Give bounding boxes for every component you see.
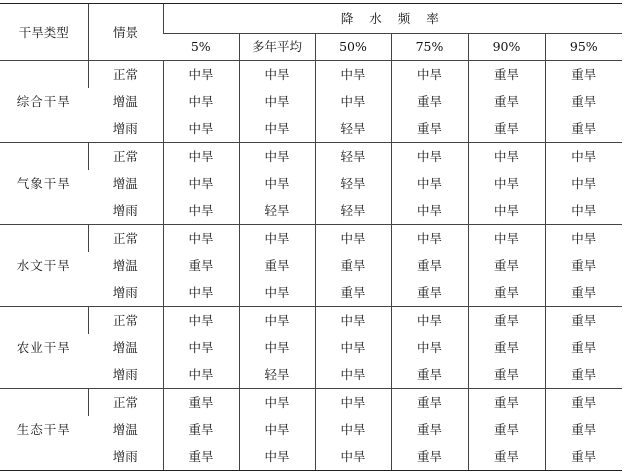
- drought-grade-cell: 中旱: [315, 361, 391, 389]
- drought-grade-cell: 重旱: [391, 443, 468, 471]
- header-scenario: 情景: [88, 4, 163, 61]
- drought-grade-cell: 重旱: [391, 115, 468, 143]
- drought-grade-cell: 中旱: [239, 225, 315, 253]
- drought-grade-cell: 中旱: [239, 416, 315, 443]
- table-row: [0, 416, 622, 443]
- drought-grade-cell: 中旱: [239, 334, 315, 361]
- drought-grade-cell: 重旱: [545, 334, 622, 361]
- drought-grade-cell: 重旱: [545, 307, 622, 335]
- drought-grade-cell: 重旱: [163, 443, 239, 471]
- scenario-cell: 增温: [112, 422, 138, 437]
- table-body: [0, 61, 622, 471]
- scenario-cell: 正常: [88, 307, 163, 335]
- drought-grade-cell: 中旱: [391, 307, 468, 335]
- scenario-cell: 增雨: [112, 121, 138, 136]
- drought-grade-cell: 重旱: [545, 416, 622, 443]
- drought-grade-cell: 中旱: [239, 170, 315, 197]
- drought-grade-cell: 重旱: [391, 252, 468, 279]
- table-row: [0, 115, 622, 143]
- scenario-cell: 增雨: [112, 367, 138, 382]
- header-row-1: [0, 4, 622, 34]
- drought-grade-cell: 中旱: [239, 88, 315, 115]
- drought-grade-cell: 中旱: [163, 225, 239, 253]
- drought-grade-cell: 中旱: [239, 307, 315, 335]
- scenario-cell: 增温: [112, 176, 138, 191]
- drought-grade-cell: 重旱: [468, 389, 545, 417]
- drought-grade-cell: 重旱: [391, 88, 468, 115]
- drought-grade-cell: 中旱: [239, 279, 315, 307]
- drought-type-cell: 生态干旱: [0, 389, 88, 471]
- drought-grade-cell: 重旱: [391, 416, 468, 443]
- drought-grade-cell: 重旱: [545, 361, 622, 389]
- drought-grade-cell: 重旱: [545, 279, 622, 307]
- scenario-cell: 增温: [112, 258, 138, 273]
- header-drought-type: 干旱类型: [0, 4, 88, 61]
- drought-grade-cell: 重旱: [545, 443, 622, 471]
- drought-grade-cell: 重旱: [468, 88, 545, 115]
- drought-grade-cell: 重旱: [468, 443, 545, 471]
- drought-grade-cell: 重旱: [163, 389, 239, 417]
- drought-grade-cell: 重旱: [163, 416, 239, 443]
- drought-grade-cell: 中旱: [391, 225, 468, 253]
- drought-grade-cell: 重旱: [545, 389, 622, 417]
- drought-grade-cell: 重旱: [239, 252, 315, 279]
- drought-grade-cell: 重旱: [468, 61, 545, 89]
- drought-grade-cell: 中旱: [239, 61, 315, 89]
- drought-grade-cell: 中旱: [239, 443, 315, 471]
- header-frequency: 5%: [163, 34, 239, 61]
- drought-grade-cell: 重旱: [315, 279, 391, 307]
- drought-grade-cell: 重旱: [468, 334, 545, 361]
- drought-grade-cell: 重旱: [315, 252, 391, 279]
- scenario-cell: 正常: [88, 61, 163, 89]
- table-row: [0, 61, 622, 89]
- drought-grade-cell: 中旱: [545, 197, 622, 225]
- table-row: [0, 334, 622, 361]
- drought-grade-cell: 重旱: [391, 361, 468, 389]
- drought-grade-cell: 中旱: [315, 307, 391, 335]
- table-row: [0, 279, 622, 307]
- table-row: [0, 443, 622, 471]
- header-frequency: 75%: [391, 34, 468, 61]
- drought-grade-cell: 中旱: [315, 416, 391, 443]
- table-row: [0, 170, 622, 197]
- drought-grade-cell: 中旱: [315, 389, 391, 417]
- table-row: [0, 307, 622, 335]
- drought-grade-cell: 中旱: [163, 61, 239, 89]
- drought-grade-cell: 中旱: [239, 389, 315, 417]
- drought-grade-cell: 中旱: [545, 170, 622, 197]
- drought-grade-cell: 中旱: [468, 143, 545, 171]
- drought-grade-cell: 中旱: [315, 88, 391, 115]
- drought-grade-cell: 重旱: [468, 252, 545, 279]
- table-row: [0, 197, 622, 225]
- drought-grade-cell: 中旱: [163, 115, 239, 143]
- scenario-cell: 正常: [88, 143, 163, 171]
- header-frequency: 多年平均: [239, 34, 315, 61]
- header-frequency: 90%: [468, 34, 545, 61]
- drought-grade-cell: 中旱: [391, 197, 468, 225]
- drought-grade-cell: 重旱: [545, 61, 622, 89]
- drought-grade-cell: 中旱: [163, 334, 239, 361]
- scenario-cell: 增温: [112, 94, 138, 109]
- drought-grade-cell: 中旱: [391, 170, 468, 197]
- drought-grade-cell: 中旱: [163, 88, 239, 115]
- drought-grade-cell: 中旱: [315, 334, 391, 361]
- drought-type-cell: 综合干旱: [0, 61, 88, 143]
- drought-grade-cell: 重旱: [545, 115, 622, 143]
- scenario-cell: 增雨: [112, 285, 138, 300]
- drought-grade-cell: 重旱: [468, 416, 545, 443]
- drought-grade-cell: 重旱: [163, 252, 239, 279]
- table-row: [0, 225, 622, 253]
- drought-grade-cell: 重旱: [468, 279, 545, 307]
- drought-grade-cell: 中旱: [163, 279, 239, 307]
- drought-grade-cell: 轻旱: [315, 143, 391, 171]
- drought-grade-cell: 中旱: [315, 443, 391, 471]
- drought-grade-cell: 重旱: [468, 115, 545, 143]
- drought-grade-cell: 中旱: [163, 361, 239, 389]
- drought-grade-cell: 中旱: [391, 143, 468, 171]
- drought-grade-cell: 中旱: [163, 197, 239, 225]
- drought-grade-cell: 中旱: [545, 143, 622, 171]
- drought-grade-table: [0, 3, 622, 471]
- drought-grade-cell: 重旱: [468, 361, 545, 389]
- drought-grade-cell: 中旱: [315, 225, 391, 253]
- drought-grade-cell: 中旱: [545, 225, 622, 253]
- drought-grade-cell: 中旱: [391, 61, 468, 89]
- drought-grade-cell: 中旱: [468, 170, 545, 197]
- drought-grade-cell: 重旱: [545, 88, 622, 115]
- drought-type-cell: 气象干旱: [0, 143, 88, 225]
- drought-grade-cell: 轻旱: [315, 170, 391, 197]
- scenario-cell: 正常: [88, 389, 163, 417]
- drought-grade-cell: 重旱: [391, 389, 468, 417]
- drought-type-cell: 农业干旱: [0, 307, 88, 389]
- header-precipitation-frequency: 降 水 频 率: [163, 4, 622, 34]
- drought-grade-cell: 中旱: [391, 334, 468, 361]
- drought-grade-cell: 轻旱: [239, 361, 315, 389]
- drought-grade-cell: 轻旱: [315, 197, 391, 225]
- table-row: [0, 252, 622, 279]
- drought-grade-cell: 中旱: [239, 143, 315, 171]
- drought-grade-cell: 轻旱: [315, 115, 391, 143]
- drought-grade-cell: 中旱: [163, 307, 239, 335]
- drought-grade-cell: 重旱: [468, 307, 545, 335]
- drought-grade-cell: 中旱: [163, 143, 239, 171]
- scenario-cell: 增雨: [112, 203, 138, 218]
- header-frequency: 50%: [315, 34, 391, 61]
- drought-grade-cell: 中旱: [239, 115, 315, 143]
- drought-grade-cell: 中旱: [163, 170, 239, 197]
- scenario-cell: 增雨: [88, 443, 163, 471]
- table-row: [0, 143, 622, 171]
- drought-grade-cell: 重旱: [545, 252, 622, 279]
- header-frequency: 95%: [545, 34, 622, 61]
- drought-grade-cell: 中旱: [315, 61, 391, 89]
- drought-grade-cell: 轻旱: [239, 197, 315, 225]
- drought-type-cell: 水文干旱: [0, 225, 88, 307]
- table-row: [0, 389, 622, 417]
- drought-grade-cell: 中旱: [468, 225, 545, 253]
- scenario-cell: 正常: [88, 225, 163, 253]
- drought-grade-cell: 中旱: [468, 197, 545, 225]
- scenario-cell: 增温: [112, 340, 138, 355]
- table-row: [0, 88, 622, 115]
- drought-grade-cell: 重旱: [391, 279, 468, 307]
- table-row: [0, 361, 622, 389]
